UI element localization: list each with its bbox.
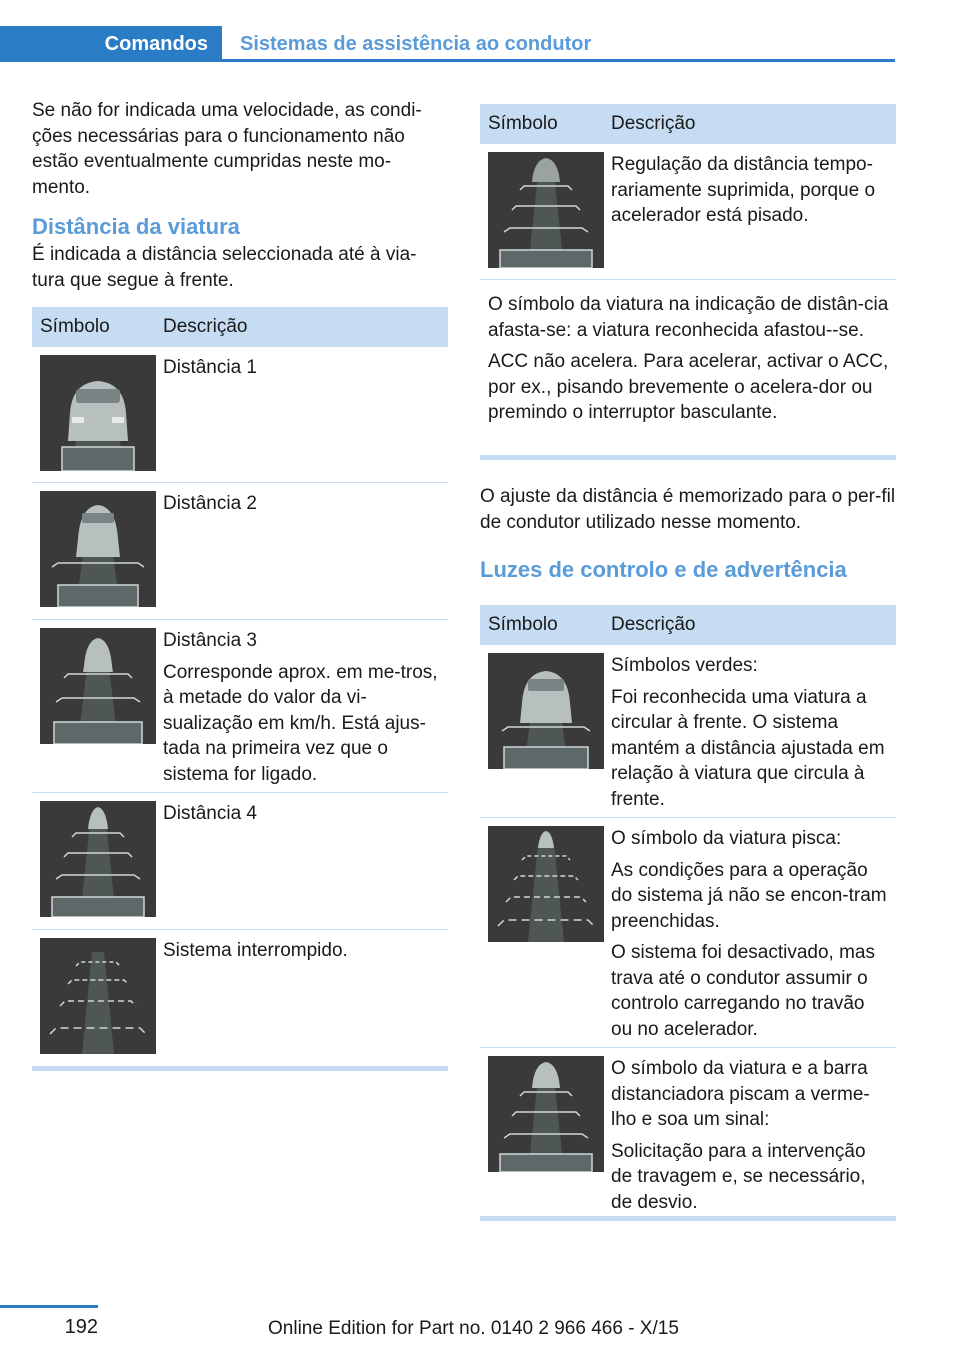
row-description-detail: Solicitação para a intervenção de travagem e, se necessário, de desvio. <box>611 1140 866 1213</box>
table-row <box>480 818 896 1048</box>
row-description: Símbolos verdes: <box>611 655 758 676</box>
row-description-detail: As condições para a operação do sistema já não se encon-tram preenchidas. <box>611 859 887 932</box>
chapter-tab[interactable]: Comandos <box>0 26 222 62</box>
table-end-rule <box>480 455 896 460</box>
memo-paragraph: O ajuste da distância é memorizado para o per-fil de condutor utilizado nesse momento. <box>480 486 896 533</box>
page-number: 192 <box>64 1316 98 1338</box>
header-rule <box>222 59 895 62</box>
table-row <box>32 930 448 1066</box>
column-description: Descrição <box>611 113 696 134</box>
page-header <box>0 0 960 62</box>
column-symbol: Símbolo <box>40 316 110 337</box>
distance-table <box>32 307 448 1071</box>
row-description: O símbolo da viatura na indicação de distân-cia afasta-se: a viatura reconhecida afastou--se. <box>488 294 889 341</box>
vehicle-flashing-icon <box>488 826 604 942</box>
table-row <box>480 280 896 455</box>
row-description: O símbolo da viatura pisca: <box>611 828 842 849</box>
row-description: Distância 2 <box>163 493 257 514</box>
warning-lights-table <box>480 605 896 1221</box>
table-end-rule <box>480 1216 896 1221</box>
section-heading-distance: Distância da viatura <box>32 214 240 239</box>
table-end-rule <box>32 1066 448 1071</box>
car-distance-2-icon <box>40 491 156 607</box>
section-heading-lights: Luzes de controlo e de advertência <box>480 557 847 582</box>
right-column <box>480 104 896 1221</box>
column-description: Descrição <box>611 614 696 635</box>
column-description: Descrição <box>163 316 248 337</box>
suppressed-table <box>480 104 896 460</box>
row-description: O símbolo da viatura e a barra distanciadora piscam a verme-lho e soa um sinal: <box>611 1058 870 1130</box>
distance-suppressed-icon <box>488 152 604 268</box>
row-description: Distância 1 <box>163 357 257 378</box>
table-row <box>32 793 448 930</box>
car-distance-3-icon <box>40 628 156 744</box>
row-description-detail: Corresponde aprox. em me-tros, à metade do valor da vi-sualização em km/h. Está ajus-tada na primeira vez que o sistema for ligado. <box>163 661 438 785</box>
column-symbol: Símbolo <box>488 113 558 134</box>
table-row <box>480 645 896 818</box>
car-distance-4-icon <box>40 801 156 917</box>
table-row <box>32 483 448 620</box>
row-description: Distância 3 <box>163 630 257 651</box>
table-row <box>480 1048 896 1216</box>
table-row <box>32 620 448 793</box>
green-vehicle-detected-icon <box>488 653 604 769</box>
row-description: Distância 4 <box>163 803 257 824</box>
intro-paragraph: Se não for indicada uma velocidade, as condi-ções necessárias para o funcionamento não estão eventualmente cumpridas neste mo-mento. <box>32 100 422 198</box>
system-interrupted-icon <box>40 938 156 1054</box>
distance-lead: É indicada a distância seleccionada até à via-tura que segue à frente. <box>32 244 417 291</box>
row-description-detail: ACC não acelera. Para acelerar, activar o ACC, por ex., pisando brevemente o acelera-dor ou premindo o interruptor basculante. <box>488 351 889 423</box>
row-description: Regulação da distância tempo-rariamente suprimida, porque o acelerador está pisado. <box>611 154 876 226</box>
red-warning-icon <box>488 1056 604 1172</box>
table-row <box>32 347 448 483</box>
table-header <box>480 605 896 645</box>
car-distance-1-icon <box>40 355 156 471</box>
table-header <box>480 104 896 144</box>
section-title[interactable]: Sistemas de assistência ao condutor <box>240 33 592 55</box>
edition-note: Online Edition for Part no. 0140 2 966 466 - X/15 <box>268 1318 679 1339</box>
column-symbol: Símbolo <box>488 614 558 635</box>
row-description: Sistema interrompido. <box>163 940 348 961</box>
left-column <box>32 98 448 1071</box>
row-description-detail: Foi reconhecida uma viatura a circular à frente. O sistema mantém a distância ajustada em relação à viatura que circula à frente. <box>611 686 885 810</box>
footer-rule <box>0 1305 98 1308</box>
table-header <box>32 307 448 347</box>
table-row <box>480 144 896 280</box>
row-description-detail: O sistema foi desactivado, mas trava até o condutor assumir o controlo carregando no travão ou no acelerador. <box>611 942 875 1040</box>
